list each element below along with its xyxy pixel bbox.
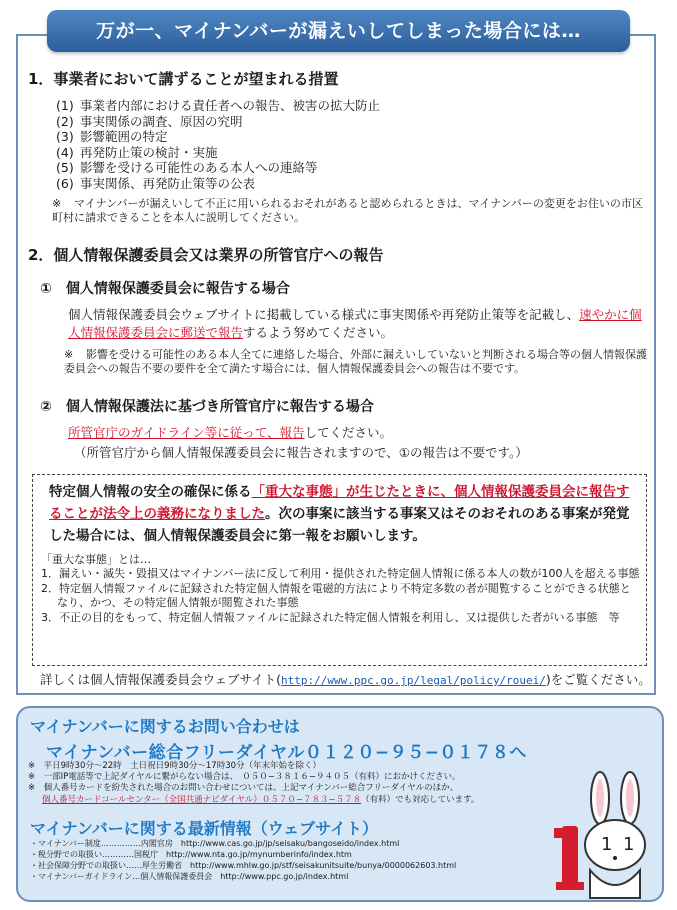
section2-heading: 2．個人情報保護委員会又は業界の所管官庁への報告 <box>28 246 384 264</box>
mynumber-rabbit-mascot-icon <box>548 770 668 902</box>
list-item: (6) 事実関係、再発防止策等の公表 <box>56 175 256 191</box>
sub2-paragraph: 所管官庁のガイドライン等に従って、報告してください。 <box>68 425 393 440</box>
sub2-paragraph-note: （所管官庁から個人情報保護委員会に報告されますので、①の報告は不要です。） <box>74 445 528 460</box>
serious-list <box>41 567 641 625</box>
list-item: (4) 再発防止策の検討・実施 <box>56 144 218 160</box>
more-info: 詳しくは個人情報保護委員会ウェブサイト(http://www.ppc.go.jp/legal/policy/rouei/)をご覧ください。 <box>40 672 651 687</box>
card-callcenter: 個人番号カードコールセンター（全国共通ナビダイヤル）０５７０−７８３−５７８（有料）でも対応しています。 <box>42 795 480 805</box>
ppc-link[interactable]: http://www.ppc.go.jp/legal/policy/rouei/ <box>281 674 546 687</box>
list-item: (5) 影響を受ける可能性のある本人への連絡等 <box>56 160 318 175</box>
serious-incident-box <box>32 474 647 666</box>
freedial-number: マイナンバー総合フリーダイヤル０１２０−９５−０１７８へ <box>46 743 527 763</box>
contact-heading: マイナンバーに関するお問い合わせは <box>30 717 300 736</box>
svg-text:1: 1 <box>601 834 613 855</box>
list-item: 2．特定個人情報ファイルに記録された特定個人情報を電磁的方法により不特定多数の者が閲覧することができる状態となり、かつ、その特定個人情報が閲覧された事態 <box>41 581 631 609</box>
sub1-paragraph: 個人情報保護委員会ウェブサイトに掲載している様式に事実関係や再発防止策等を記載し、速やかに個人情報保護委員会に郵送で報告するよう努めてください。 <box>68 307 642 340</box>
web-link[interactable]: ・税分野での取扱い…………国税庁 http://www.nta.go.jp/mynumberinfo/index.htm <box>30 850 352 859</box>
list-item: 1．漏えい・滅失・毀損又はマイナンバー法に反して利用・提供された特定個人情報に係る本人の数が100人を超える事態 <box>41 567 640 580</box>
sub1-heading: ① 個人情報保護委員会に報告する場合 <box>40 281 290 297</box>
list-item: (2) 事実関係の調査、原因の究明 <box>56 113 243 129</box>
sub2-heading: ② 個人情報保護法に基づき所管官庁に報告する場合 <box>40 399 374 415</box>
web-heading: マイナンバーに関する最新情報（ウェブサイト） <box>30 819 379 838</box>
section1-heading: 1．事業者において講ずることが望まれる措置 <box>28 70 339 88</box>
contact-note: ※ 平日9時30分〜22時 土日祝日9時30分〜17時30分（年末年始を除く） <box>28 761 322 771</box>
measures-list <box>56 98 380 191</box>
contact-note: ※ 個人番号カードを紛失された場合のお問い合わせについては、上記マイナンバー総合フリーダイヤルのほか、 <box>28 783 459 793</box>
page-title: 万が一、マイナンバーが漏えいしてしまった場合には… <box>47 10 630 52</box>
web-link[interactable]: ・マイナンバーガイドライン…個人情報保護委員会 http://www.ppc.go.jp/index.html <box>30 872 349 881</box>
contact-note: ※ 一部IP電話等で上記ダイヤルに繋がらない場合は、 ０５０−３８１６−９４０５（有料）におかけください。 <box>28 772 461 782</box>
serious-def-title: 「重大な事態」とは… <box>41 553 151 566</box>
list-item: 3．不正の目的をもって、特定個人情報ファイルに記録された特定個人情報を利用し、又は提供した者がいる事態 等 <box>41 610 620 624</box>
web-link[interactable]: ・社会保障分野での取扱い……厚生労働省 http://www.mhlw.go.jp/stf/seisakunitsuite/bunya/0000062603.html <box>30 861 457 870</box>
web-link[interactable]: ・マイナンバー制度……………内閣官房 http://www.cas.go.jp/jp/seisaku/bangoseido/index.html <box>30 839 400 848</box>
list-item: (1) 事業者内部における責任者への報告、被害の拡大防止 <box>56 98 381 113</box>
section1-note: ※ マイナンバーが漏えいして不正に用いられるおそれがあると認められるときは、マイナンバーの変更をお住いの市区町村に請求できることを本人に説明してください。 <box>52 197 643 224</box>
serious-paragraph: 特定個人情報の安全の確保に係る「重大な事態」が生じたときに、個人情報保護委員会に報告することが法令上の義務になりました。次の事案に該当する事案又はそのおそれのある事案が発覚した場合には、個人情報保護委員会に第一報をお願いします。 <box>49 484 630 544</box>
web-links <box>30 838 456 882</box>
list-item: (3) 影響範囲の特定 <box>56 129 168 144</box>
svg-text:1: 1 <box>623 834 635 855</box>
sub1-note: ※ 影響を受ける可能性のある本人全てに連絡した場合、外部に漏えいしていないと判断される場合等の個人情報保護委員会への報告不要の要件を全て満たす場合には、個人情報保護委員会への報告は不要です。 <box>64 348 647 375</box>
